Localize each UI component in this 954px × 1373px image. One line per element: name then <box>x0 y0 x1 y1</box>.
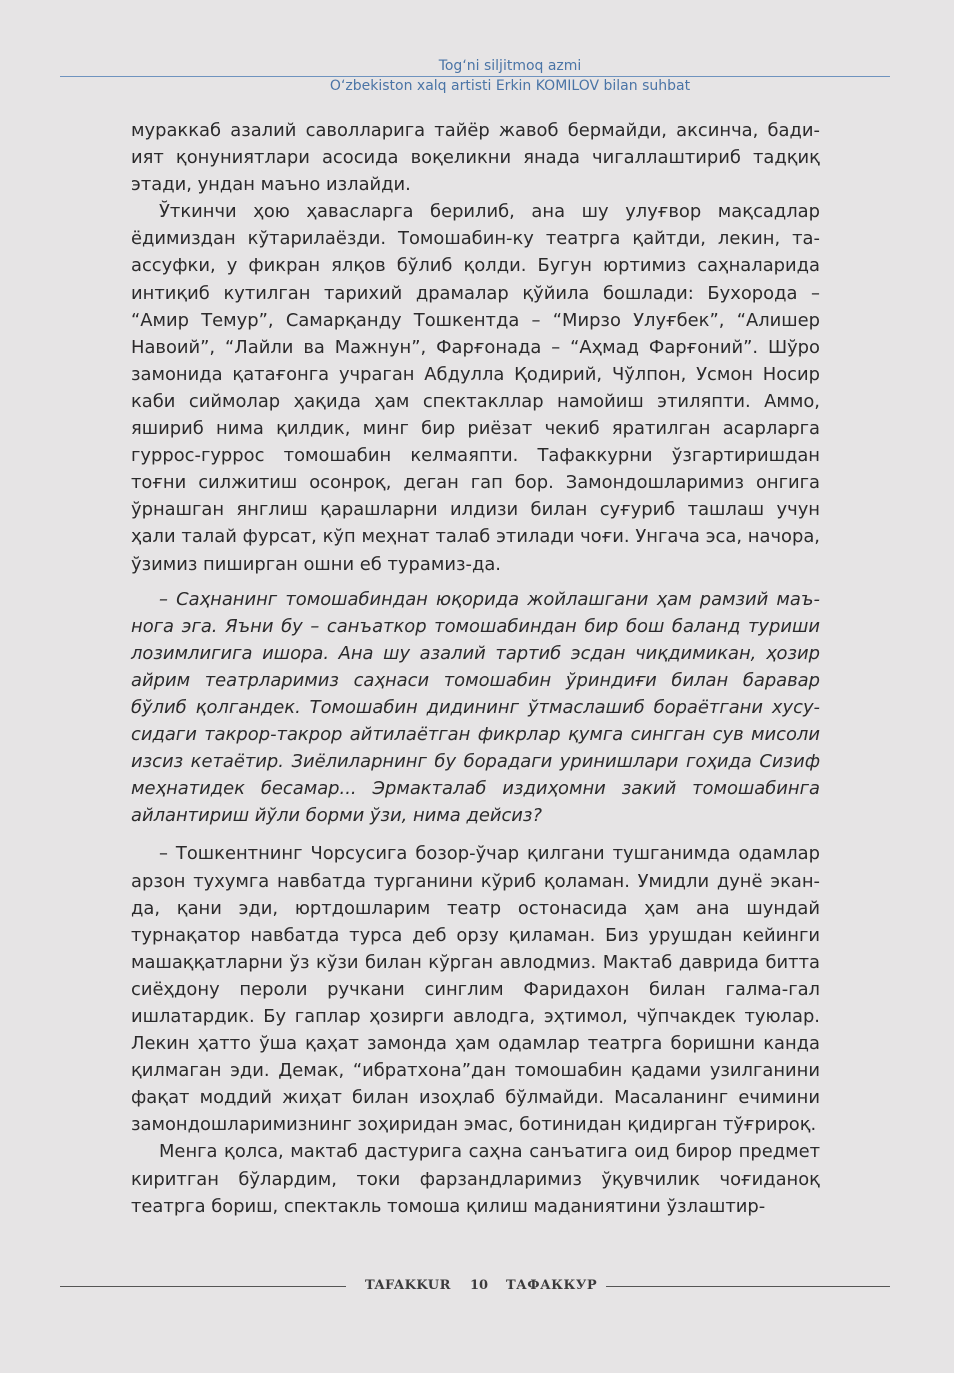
article-body <box>131 117 820 1220</box>
footer-journal-cyrillic: ТАФАККУР <box>506 1278 598 1293</box>
paragraph: Ўткинчи ҳою ҳавасларга берилиб, ана шу улуғвор мақсадлар ёдимиздан кўтарилаёзди. Томошабин-ку театрга қайтди, лекин, таассуфки, у фикран ялқов бўлиб қолди. Бугун юртимиз саҳналарида интиқиб кутилган тарихий драмалар қўйила бошлади: Бухорода – “Амир Темур”, Самарқанду Тошкентда – “Мирзо Улуғбек”, “Алишер Навоий”, “Лайли ва Мажнун”, Фарғонада – “Аҳмад Фарғоний”. Шўро замонида қатағонга учраган Абдулла Қодирий, Чўлпон, Усмон Носир каби сиймолар ҳақида ҳам спектакллар намойиш этиляпти. Аммо, яшириб нима қилдик, минг бир риёзат чекиб яратилган асарларга гуррос-гуррос томошабин келмаяпти. Тафаккурни ўзгартиришдан тоғни силжитиш осонроқ, деган гап бор. Замондошларимиз онгига ўрнашган янглиш қарашларни илдизи билан суғуриб ташлаш учун ҳали талай фурсат, кўп меҳнат талаб этилади чоғи. Унгача эса, начора, ўзимиз пиширган ошни еб турамиз-да. <box>131 201 820 575</box>
running-header <box>60 56 890 95</box>
footer-rule-right <box>606 1286 890 1287</box>
footer-journal-latin: TAFAKKUR <box>365 1278 451 1293</box>
footer-rule-left <box>60 1286 346 1287</box>
interview-answer: – Тошкентнинг Чорсусига бозор-ўчар қилгани тушганимда одамлар арзон тухумга навбатда турганини кўриб қоламан. Умидли дунё экан-да, қани эди, юртдошларим театр остонасида ҳам ана шундай турнақатор навбатда турса деб орзу қиламан. Биз урушдан кейинги машаққатларни ўз кўзи билан кўрган авлодмиз. Мактаб даврида битта сиёҳдону пероли ручкани синглим Фаридахон билан галма-гал ишлатардик. Бу гаплар ҳозирги авлодга, эҳтимол, чўпчакдек туюлар. Лекин ҳатто ўша қаҳат замонда ҳам одамлар театрга боришни канда қилмаган эди. Демак, “ибратхона”дан томошабин қадами узилганини фақат моддий жиҳат билан изоҳлаб бўлмайди. Масаланинг ечимини замондошларимизнинг зоҳиридан эмас, ботинидан қидирган тўғрироқ. <box>131 843 820 1136</box>
running-footer <box>60 1276 890 1296</box>
interview-question: – Саҳнанинг томошабиндан юқорида жойлашгани ҳам рамзий маънога эга. Яъни бу – санъаткор томошабиндан бир бош баланд туриши лозимлигига ишора. Ана шу азалий тартиб эсдан чиқдимикан, ҳозир айрим театрларимиз саҳнаси томошабин ўриндиғи билан баравар бўлиб қолгандек. Томошабин дидининг ўтмаслашиб бораётгани хусусидаги такрор-такрор айтилаётган фикрлар қумга сингган сув мисоли изсиз кетаётир. Зиёлиларнинг бу борадаги уринишлари гоҳида Сизиф меҳнатидек бесамар... Эрмакталаб издиҳомни закий томошабинга айлантириш йўли борми ўзи, нима дейсиз? <box>131 588 820 827</box>
paragraph: Менга қолса, мактаб дастурига саҳна санъатига оид бирор предмет киритган бўлардим, токи фарзандларимиз ўқувчилик чоғиданоқ театрга бориш, спектакль томоша қилиш маданиятини ўзлаштир- <box>131 1141 820 1217</box>
header-subtitle: O‘zbekiston xalq artisti Erkin KOMILOV bilan suhbat <box>329 78 691 94</box>
header-title: Tog‘ni siljitmoq azmi <box>438 58 582 74</box>
page-number: 10 <box>470 1278 489 1293</box>
paragraph-continuation: мураккаб азалий саволларига тайёр жавоб бермайди, аксинча, бадиият қонуниятлари асосида воқеликни янада чигаллаштириб тадқиқ этади, ундан маъно излайди. <box>131 120 820 196</box>
